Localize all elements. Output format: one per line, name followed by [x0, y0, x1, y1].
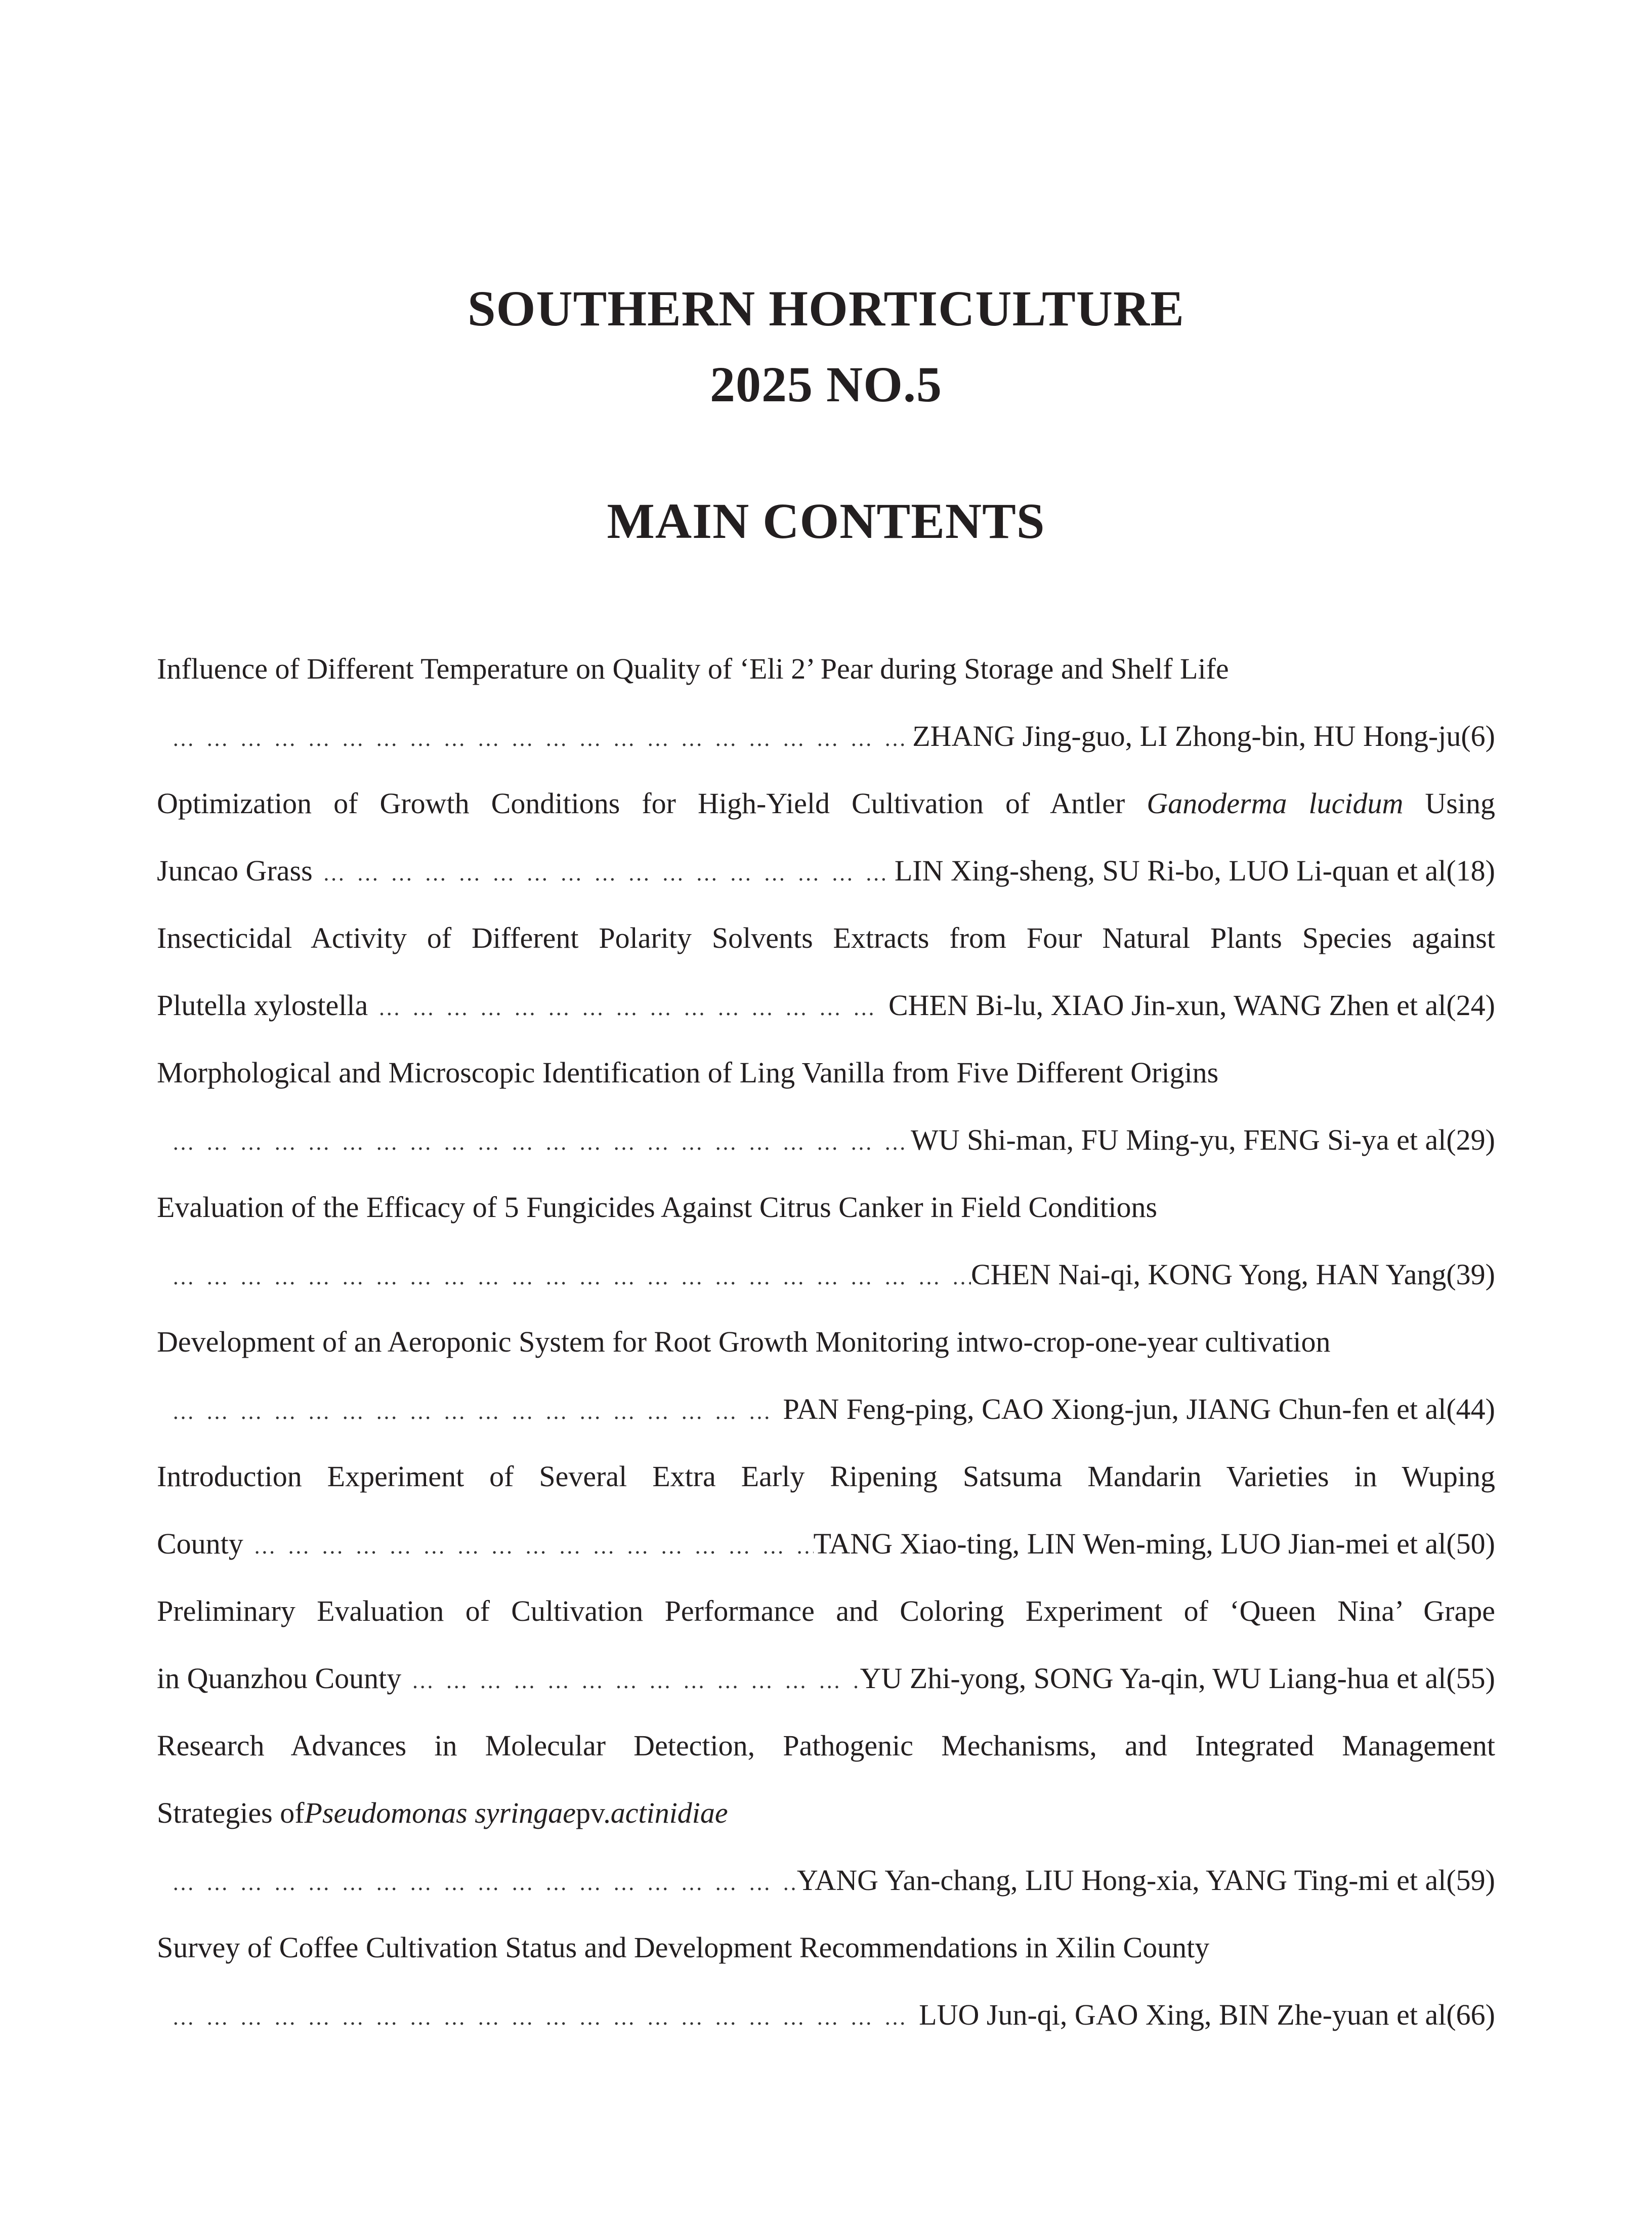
- dot-leader: [157, 1243, 971, 1311]
- article-title: Survey of Coffee Cultivation Status and Development Recommendations in Xilin County: [157, 1931, 1210, 1964]
- toc-author-line: [157, 972, 1495, 1039]
- toc-title-line: [157, 904, 1495, 972]
- article-title: Morphological and Microscopic Identification of Ling Vanilla from Five Different Origins: [157, 1056, 1219, 1089]
- toc-author-line: [157, 1645, 1495, 1712]
- article-authors: YANG Yan-chang, LIU Hong-xia, YANG Ting-mi et al(59): [796, 1864, 1495, 1897]
- journal-title: SOUTHERN HORTICULTURE: [468, 280, 1184, 337]
- article-authors: LUO Jun-qi, GAO Xing, BIN Zhe-yuan et al(66): [919, 1998, 1495, 2031]
- toc-author-line: [157, 1106, 1495, 1173]
- article-title: in Quanzhou County: [157, 1662, 402, 1695]
- article-authors: TANG Xiao-ting, LIN Wen-ming, LUO Jian-mei et al(50): [813, 1527, 1495, 1560]
- toc-title-line: [157, 1712, 1495, 1779]
- article-title: County: [157, 1527, 243, 1560]
- article-title: pv.: [575, 1796, 611, 1829]
- dot-leader: [243, 1513, 814, 1580]
- table-of-contents: [157, 635, 1495, 2048]
- toc-title-line: [157, 1914, 1495, 1981]
- article-authors: CHEN Nai-qi, KONG Yong, HAN Yang(39): [971, 1258, 1495, 1291]
- article-authors: YU Zhi-yong, SONG Ya-qin, WU Liang-hua et al(55): [860, 1662, 1495, 1695]
- article-title-italic: actinidiae: [610, 1796, 728, 1829]
- article-authors: ZHANG Jing-guo, LI Zhong-bin, HU Hong-ju(6): [912, 720, 1495, 752]
- toc-author-line: [157, 1981, 1495, 2048]
- toc-title-line: [157, 1039, 1495, 1106]
- article-title: Plutella xylostella: [157, 989, 368, 1022]
- toc-author-line: [157, 1846, 1495, 1914]
- toc-author-line: [157, 837, 1495, 904]
- article-title: Using: [1403, 787, 1495, 820]
- article-title: Introduction Experiment of Several Extra Early Ripening Satsuma Mandarin Varieties in Wuping: [157, 1460, 1495, 1493]
- toc-title-line: [157, 770, 1495, 837]
- article-title: Research Advances in Molecular Detection, Pathogenic Mechanisms, and Integrated Management: [157, 1729, 1495, 1762]
- dot-leader: [157, 1849, 797, 1916]
- toc-title-line: [157, 1577, 1495, 1645]
- dot-leader: [157, 705, 912, 772]
- article-title: Insecticidal Activity of Different Polarity Solvents Extracts from Four Natural Plants Species against: [157, 921, 1495, 954]
- toc-title-line: [157, 1443, 1495, 1510]
- dot-leader: [157, 1378, 783, 1445]
- article-title: Influence of Different Temperature on Quality of ‘Eli 2’ Pear during Storage and Shelf Life: [157, 652, 1229, 685]
- dot-leader: [313, 839, 895, 907]
- article-title: Development of an Aeroponic System for Root Growth Monitoring intwo-crop-one-year cultivation: [157, 1325, 1331, 1358]
- article-title: Juncao Grass: [157, 854, 313, 887]
- toc-author-line: [157, 1241, 1495, 1308]
- article-authors: WU Shi-man, FU Ming-yu, FENG Si-ya et al(29): [910, 1123, 1495, 1156]
- article-authors: LIN Xing-sheng, SU Ri-bo, LUO Li-quan et al(18): [894, 854, 1495, 887]
- article-authors: CHEN Bi-lu, XIAO Jin-xun, WANG Zhen et al(24): [888, 989, 1495, 1022]
- article-title-italic: Ganoderma lucidum: [1147, 787, 1404, 820]
- toc-title-line: [157, 1173, 1495, 1241]
- article-authors: PAN Feng-ping, CAO Xiong-jun, JIANG Chun-fen et al(44): [783, 1393, 1495, 1425]
- issue-number: 2025 NO.5: [710, 356, 942, 412]
- dot-leader: [401, 1647, 860, 1714]
- dot-leader: [368, 974, 888, 1041]
- toc-title-line: [157, 1779, 1495, 1846]
- article-title: Evaluation of the Efficacy of 5 Fungicides Against Citrus Canker in Field Conditions: [157, 1191, 1158, 1224]
- dot-leader: [157, 1109, 911, 1176]
- article-title: Optimization of Growth Conditions for High-Yield Cultivation of Antler: [157, 787, 1147, 820]
- toc-author-line: [157, 1375, 1495, 1443]
- toc-author-line: [157, 1510, 1495, 1577]
- toc-title-line: [157, 635, 1495, 702]
- article-title: Strategies of: [157, 1796, 305, 1829]
- toc-author-line: [157, 702, 1495, 770]
- article-title-italic: Pseudomonas syringae: [304, 1796, 576, 1829]
- toc-title-line: [157, 1308, 1495, 1375]
- dot-leader: [157, 1984, 919, 2051]
- section-heading: MAIN CONTENTS: [607, 493, 1045, 549]
- article-title: Preliminary Evaluation of Cultivation Performance and Coloring Experiment of ‘Queen Nina’ Grape: [157, 1594, 1495, 1627]
